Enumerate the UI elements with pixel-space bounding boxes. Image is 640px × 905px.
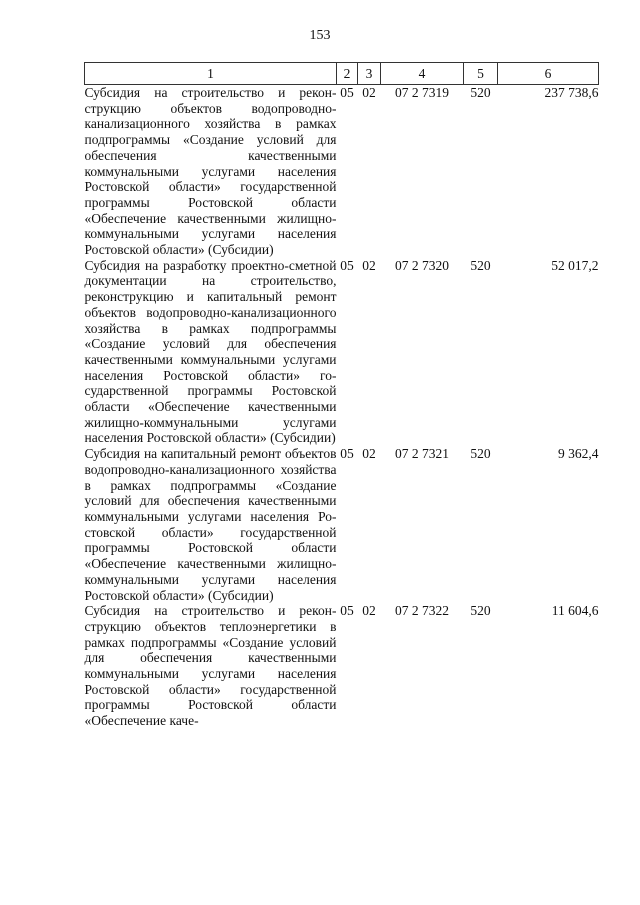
row-name: Субсидия на капитальный ремонт объектов водопроводно-канализационного хозяйства в рамках подпрограммы «Создание условий для обеспечения качественными коммунальными услугами населения Ростовской области» государственной программы Ростовской области «Обеспечение качественными жилищно-коммунальными услугами населения Ростовской области» (Субсидии) — [84, 446, 337, 603]
column-header-target-article: 4 — [381, 63, 464, 85]
row-expense-type-code: 520 — [470, 85, 491, 100]
row-amount: 52 017,2 — [551, 257, 599, 273]
row-subsection-code: 02 — [362, 85, 376, 100]
column-header-subsection: 3 — [358, 63, 381, 85]
row-amount: 11 604,6 — [551, 603, 599, 619]
column-header-amount: 6 — [498, 63, 599, 85]
column-header-expense-type: 5 — [464, 63, 498, 85]
row-target-article-code: 07 2 7320 — [395, 257, 449, 273]
page-number: 153 — [309, 28, 331, 43]
table-header-row — [85, 63, 599, 85]
row-name: Субсидия на строительство и реконструкцию объектов теплоэнергетики в рамках подпрограммы «Создание условий для обеспечения качественными коммунальными услугами населения Ростовской области» государственной программы Ростовской области «Обеспечение каче- — [84, 603, 337, 729]
table-row — [85, 446, 599, 603]
column-header-section: 2 — [337, 63, 358, 85]
column-header-name: 1 — [85, 63, 337, 85]
row-target-article-code: 07 2 7319 — [395, 85, 449, 100]
row-target-article-code: 07 2 7322 — [395, 603, 449, 619]
budget-table — [84, 62, 599, 729]
row-expense-type-code: 520 — [470, 257, 491, 273]
row-subsection-code: 02 — [362, 603, 376, 619]
row-subsection-code: 02 — [362, 257, 376, 273]
row-section-code: 05 — [340, 85, 354, 100]
table-row — [85, 603, 599, 729]
row-section-code: 05 — [340, 257, 354, 273]
row-name: Субсидия на разработку проектно-сметной документации на строительство, реконструкцию и капитальный ремонт объектов водопроводно-канализационного хозяйства в рамках подпрограммы «Создание условий для обеспечения качественными коммунальными услугами населения Ростовской области» государственной программы Ростовской области «Обеспечение качественными жилищно-коммунальными услугами населения Ростовской области» (Субсидии) — [84, 257, 337, 446]
row-expense-type-code: 520 — [470, 603, 491, 619]
table-row — [85, 258, 599, 446]
row-amount: 9 362,4 — [558, 446, 599, 462]
row-target-article-code: 07 2 7321 — [395, 446, 449, 462]
table-row — [85, 85, 599, 258]
row-amount: 237 738,6 — [544, 85, 599, 100]
row-subsection-code: 02 — [362, 446, 376, 462]
row-name: Субсидия на строительство и реконструкцию объектов водопроводно-канализационного хозяйства в рамках подпрограммы «Создание условий для обеспечения качественными коммунальными услугами населения Ростовской области» государственной программы Ростовской области «Обеспечение качественными жилищно-коммунальными услугами населения Ростовской области» (Субсидии) — [84, 85, 337, 258]
row-expense-type-code: 520 — [470, 446, 491, 462]
row-section-code: 05 — [340, 603, 354, 619]
row-section-code: 05 — [340, 446, 354, 462]
